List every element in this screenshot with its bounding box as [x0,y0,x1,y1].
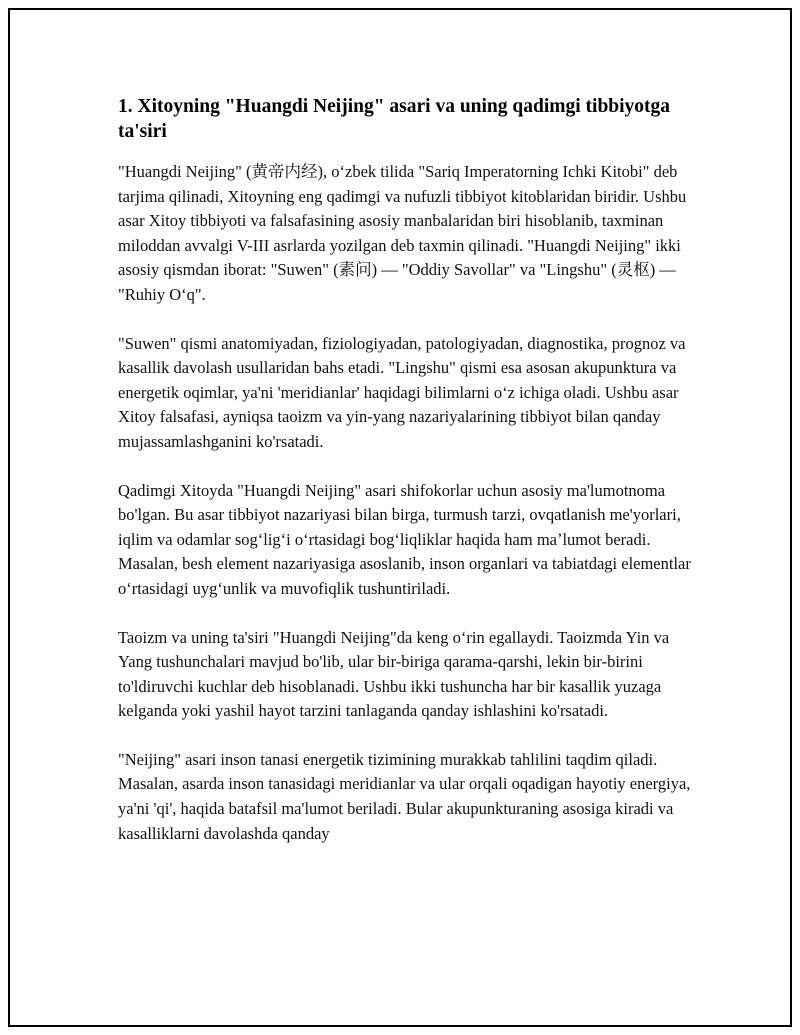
paragraph-taoism-influence: Taoizm va uning ta'siri "Huangdi Neijing"da keng oʻrin egallaydi. Taoizmda Yin va Yang tushunchalari mavjud bo'lib, ular bir-biriga qarama-qarshi, lekin bir-birini to'ldiruvchi kuchlar deb hisoblanadi. Ushbu ikki tushuncha har bir kasallik yuzaga kelganda yoki yashil hayot tarzini tanlaganda qanday ishlashini ko'rsatadi. [118,627,670,721]
document-body [118,94,693,870]
page-frame [8,8,792,1027]
paragraph-suwen-lingshu: "Suwen" qismi anatomiyadan, fiziologiyadan, patologiyadan, diagnostika, prognoz va kasallik davolash usullaridan bahs etadi. "Lingshu" qismi esa asosan akupunktura va energetik oqimlar, ya'ni 'meridianlar' haqidagi bilimlarni oʻz ichiga oladi. Ushbu asar Xitoy falsafasi, ayniqsa taoizm va yin-yang nazariyalarining tibbiyot bilan qanday mujassamlashganini ko'rsatadi. [118,333,686,451]
paragraph-huangdi-neijing-intro: "Huangdi Neijing" (黄帝内经), oʻzbek tilida "Sariq Imperatorning Ichki Kitobi" deb tarjima qilinadi, Xitoyning eng qadimgi va nufuzli tibbiyot kitoblaridan biridir. Ushbu asar Xitoy tibbiyoti va falsafasining asosiy manbalaridan biri hisoblanib, taxminan miloddan avvalgi V-III asrlarda yozilgan deb taxmin qilinadi. "Huangdi Neijing" ikki asosiy qismdan iborat: "Suwen" (素问) — "Oddiy Savollar" va "Lingshu" (灵枢) — "Ruhiy Oʻq". [118,162,687,304]
paragraph-ancient-china-reference: Qadimgi Xitoyda "Huangdi Neijing" asari shifokorlar uchun asosiy ma'lumotnoma bo'lgan. Bu asar tibbiyot nazariyasi bilan birga, turmush tarzi, ovqatlanish me'yorlari, iqlim va odamlar sogʻligʻi oʻrtasidagi bogʻliqliklar haqida ham maʼlumot beradi. Masalan, besh element nazariyasiga asoslanib, inson organlari va tabiatdagi elementlar oʻrtasidagi uygʻunlik va muvofiqlik tushuntiriladi. [118,480,691,598]
paragraph-energy-system: "Neijing" asari inson tanasi energetik tizimining murakkab tahlilini taqdim qiladi. Masalan, asarda inson tanasidagi meridianlar va ular orqali oqadigan hayotiy energiya, ya'ni 'qi', haqida batafsil ma'lumot beriladi. Bular akupunkturaning asosiga kiradi va kasalliklarni davolashda qanday [118,749,691,843]
section-heading: 1. Xitoyning "Huangdi Neijing" asari va uning qadimgi tibbiyotga ta'siri [118,96,671,142]
